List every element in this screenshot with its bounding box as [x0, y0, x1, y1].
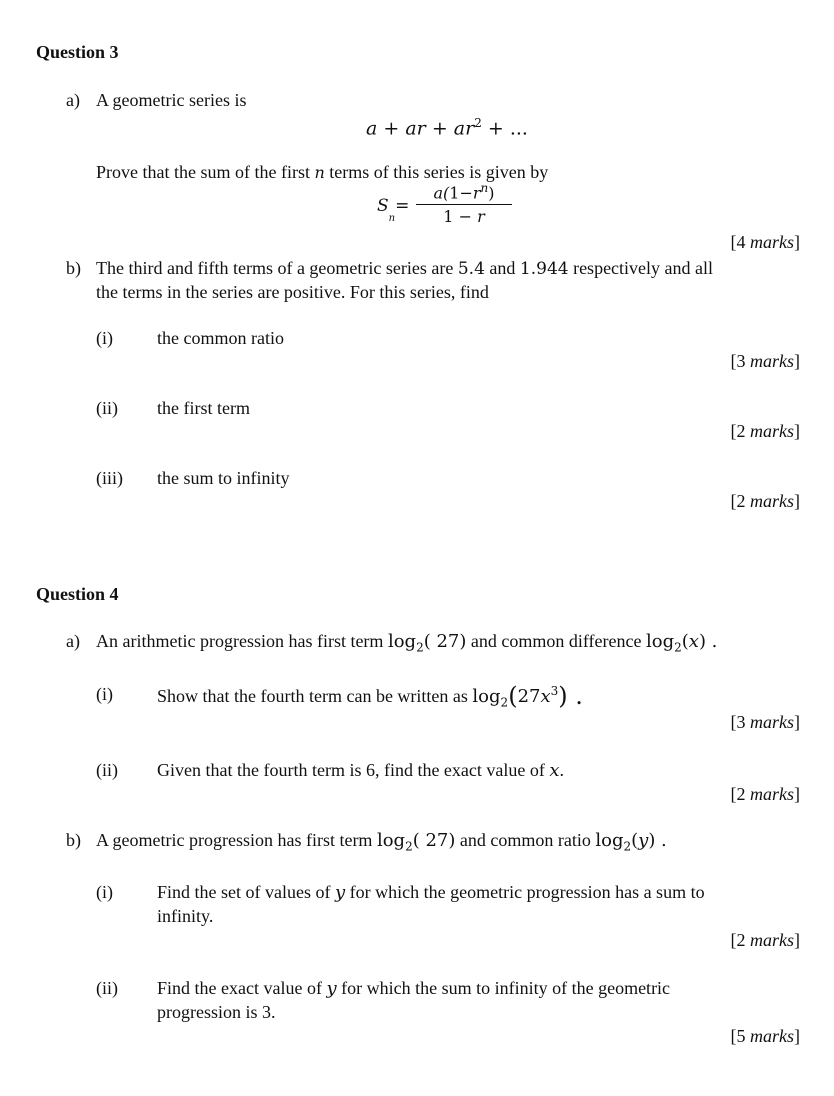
q4-part-a-text: [96, 631, 717, 655]
log-common-difference: $\log_2(x)$ .: [645, 631, 718, 655]
q3b-part-ii-marks: [2 marks]: [730, 421, 800, 441]
b-text-start: A geometric progression has first term: [96, 830, 373, 850]
series-term-ar: ar: [405, 117, 426, 140]
q3b-part-iii-marks: [2 marks]: [730, 491, 800, 511]
q4b-part-ii-number: (ii): [96, 978, 118, 998]
q4b-part-ii-line1: Find the exact value of y for which the sum to infinity of the geometric: [157, 978, 671, 999]
q3b-part-ii-number: (ii): [96, 398, 118, 418]
q4a-part-ii-marks: [2 marks]: [730, 784, 800, 804]
series-plus: +: [383, 117, 400, 140]
q3-prove-text: [96, 162, 548, 183]
q4b-part-ii-marks: [5 marks]: [730, 1026, 800, 1046]
log-common-ratio: $\log_2(y)$ .: [595, 830, 667, 854]
question-3-title: Question 3: [36, 42, 119, 62]
b-text-end: respectively and all: [573, 258, 714, 278]
fraction-bar: [416, 204, 512, 205]
den-minus: −: [458, 207, 472, 227]
ai-text: Show that the fourth term can be written as: [157, 686, 468, 706]
series-term-a: a: [366, 117, 378, 140]
q3b-part-i-number: (i): [96, 328, 113, 348]
third-term-value: 5.4: [457, 259, 485, 279]
geometric-series-expression: [366, 116, 528, 139]
num-r: r: [472, 183, 481, 203]
series-exponent: 2: [474, 116, 482, 130]
sum-subscript: n: [388, 213, 396, 225]
q4-part-a-label: a): [66, 631, 80, 651]
q4a-part-i-text: [157, 684, 583, 710]
a-text-start: An arithmetic progression has first term: [96, 631, 384, 651]
q4a-part-ii-number: (ii): [96, 760, 118, 780]
q3-part-b-label: b): [66, 258, 81, 278]
den-one: 1: [443, 207, 454, 227]
q4b-part-i-line1: Find the set of values of y for which the geometric progression has a sum to: [157, 882, 705, 903]
q4b-part-ii-line2: progression is 3.: [157, 1002, 276, 1022]
den-r: r: [477, 207, 485, 227]
q4b-part-i-line2: infinity.: [157, 906, 214, 926]
sum-symbol: S: [377, 196, 389, 216]
q3-part-a-text: A geometric series is: [96, 90, 247, 110]
num-a: a(: [433, 183, 450, 203]
q4b-part-i-number: (i): [96, 882, 113, 902]
q3-part-b-line1: [96, 258, 713, 279]
q3b-part-ii-text: the first term: [157, 398, 250, 418]
q4-part-b-label: b): [66, 830, 81, 850]
q4a-part-i-number: (i): [96, 684, 113, 704]
num-minus: −: [459, 183, 473, 203]
q4a-part-i-marks: [3 marks]: [730, 712, 800, 732]
series-plus: +: [431, 117, 448, 140]
q4b-part-i-marks: [2 marks]: [730, 930, 800, 950]
fraction-denominator: [416, 207, 512, 226]
num-one: 1: [449, 183, 460, 203]
log-first-term: $\log_2$( 27): [387, 631, 467, 655]
prove-text-end: terms of this series is given by: [329, 162, 549, 182]
a-text-mid: and common difference: [470, 631, 642, 651]
q3b-part-i-marks: [3 marks]: [730, 351, 800, 371]
q3b-part-i-text: the common ratio: [157, 328, 284, 348]
num-close: ): [488, 183, 495, 203]
num-exponent: n: [480, 181, 489, 195]
prove-text-start: Prove that the sum of the first: [96, 162, 310, 182]
log-first-term: $\log_2$( 27): [376, 830, 456, 854]
q3-part-a-label: a): [66, 90, 80, 110]
b-text-start: The third and fifth terms of a geometric series are: [96, 258, 454, 278]
series-term-ar2: ar: [453, 117, 475, 140]
equals-sign: =: [395, 196, 410, 216]
q3-part-b-line2: the terms in the series are positive. For this series, find: [96, 282, 489, 302]
b-text-mid: and common ratio: [459, 830, 591, 850]
q3a-marks: [4 marks]: [730, 232, 800, 252]
sum-formula-fraction: [416, 181, 512, 226]
question-4-title: Question 4: [36, 584, 119, 604]
series-plus-ellipsis: + ...: [487, 117, 528, 140]
fifth-term-value: 1.944: [519, 259, 569, 279]
q3b-part-iii-text: the sum to infinity: [157, 468, 290, 488]
sum-formula-lhs: [377, 196, 410, 225]
fraction-numerator: [416, 181, 512, 202]
prove-n: n: [314, 163, 325, 182]
b-and: and: [489, 258, 516, 278]
q4-part-b-text: [96, 830, 667, 854]
q3b-part-iii-number: (iii): [96, 468, 123, 488]
log-fourth-term: $\log_2(27x^3)$ .: [472, 682, 583, 710]
q4a-part-ii-text: Given that the fourth term is 6, find the exact value of x.: [157, 760, 565, 781]
